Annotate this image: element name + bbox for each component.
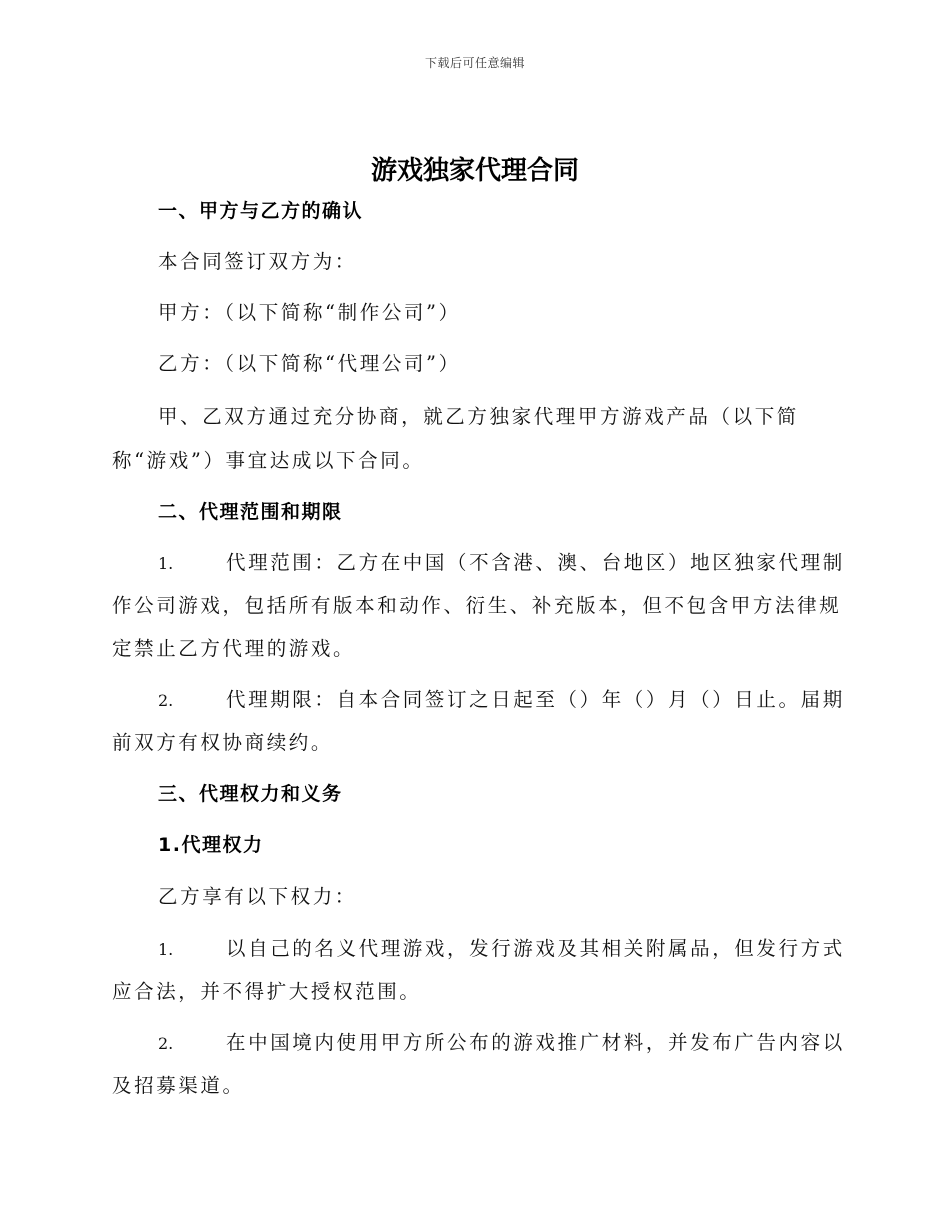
right-item-1-line-2: 应合法，并不得扩大授权范围。 (112, 980, 422, 1003)
document-title: 游戏独家代理合同 (370, 156, 579, 186)
scope-item-line-2: 作公司游戏，包括所有版本和动作、衍生、补充版本，但不包含甲方法律规 (112, 594, 842, 617)
right-item-2-line-2: 及招募渠道。 (112, 1074, 245, 1097)
term-item-number: 2. (158, 691, 174, 710)
section-3-heading: 三、代理权力和义务 (158, 783, 343, 805)
agreement-para-line-2: 称“游戏”）事宜达成以下合同。 (112, 449, 425, 472)
term-item-line-2: 前双方有权协商续约。 (112, 731, 334, 754)
scope-item-line-1 (158, 549, 845, 578)
header-note: 下载后可任意编辑 (424, 56, 525, 70)
scope-item-text: 代理范围：乙方在中国（不含港、澳、台地区）地区独家代理制 (226, 551, 845, 574)
right-item-2-number: 2. (158, 1034, 174, 1053)
right-item-1-text: 以自己的名义代理游戏，发行游戏及其相关附属品，但发行方式 (226, 937, 845, 960)
right-item-2-text: 在中国境内使用甲方所公布的游戏推广材料，并发布广告内容以 (226, 1031, 845, 1054)
right-item-2-line-1 (158, 1029, 845, 1058)
scope-item-line-3: 定禁止乙方代理的游戏。 (112, 637, 356, 660)
scope-item-number: 1. (158, 554, 174, 573)
party-b-line: 乙方：（以下简称“代理公司”） (158, 352, 461, 375)
rights-sub-heading: 1.代理权力 (158, 834, 264, 856)
section-2-heading: 二、代理范围和期限 (158, 501, 343, 523)
party-a-line: 甲方：（以下简称“制作公司”） (158, 301, 461, 324)
agreement-para-line-1: 甲、乙双方通过充分协商，就乙方独家代理甲方游戏产品（以下简 (158, 405, 799, 428)
section-1-heading: 一、甲方与乙方的确认 (158, 200, 364, 222)
right-item-1-line-1 (158, 935, 845, 964)
term-item-line-1 (158, 686, 845, 715)
rights-intro: 乙方享有以下权力： (158, 885, 357, 908)
term-item-text: 代理期限：自本合同签订之日起至（）年（）月（）日止。届期 (226, 688, 845, 711)
right-item-1-number: 1. (158, 940, 174, 959)
section-1-intro: 本合同签订双方为： (158, 250, 357, 273)
